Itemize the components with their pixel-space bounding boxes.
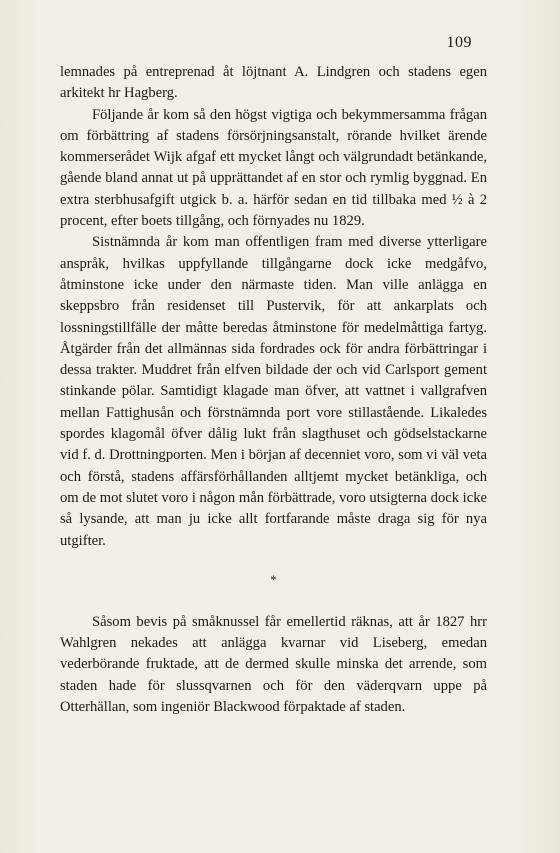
page-number: 109 bbox=[446, 34, 472, 51]
paragraph-smaknussel: Såsom bevis på småknussel får emellertid räknas, att år 1827 hrr Wahlgren nekades att anlägga kvarnar vid Liseberg, emedan vederbörande fruktade, att de dermed skulle minska det arrende, som staden hade för slussqvarnen och för den väderqvarn uppe på Otterhällan, som ingeniör Blackwood förpaktade af staden. bbox=[60, 613, 487, 716]
paragraph-ansprak: Sistnämnda år kom man offentligen fram med diverse ytterligare anspråk, hvilkas uppfyllande tillgångarne dock icke medgåfvo, åtminstone icke under den närmaste tiden. Man ville anlägga en skeppsbro från residenset till Pustervik, för att ankarplats och lossningstillfälle der måtte beredas åtminstone för medelmåttiga fartyg. Åtgärder från det allmännas sida fordrades ock för andra förbättringar i dessa trakter. Muddret från elfven bildade der och vid Carlsport gement stinkande pölar. Samtidigt klagade man öfver, att vattnet i vallgrafven mellan Fattighusån och förstnämnda port vore stillastående. Likaledes spordes klagomål öfver dålig lukt från slagthuset och gödselstackarne vid f. d. Drottningporten. Men i början af decenniet voro, som vi väl veta och förstå, stadens affärsförhållanden alltjemt mycket betänkliga, och om de mot slutet voro i någon mån förbättrade, voro utsigterna dock icke så lysande, att man ju icke allt fortfarande måste draga sig för nya utgifter. bbox=[60, 234, 487, 549]
section-break-asterisk: * bbox=[270, 571, 277, 587]
paragraph-continuation: lemnades på entreprenad åt löjtnant A. Lindgren och stadens egen arkitekt hr Hagberg. bbox=[60, 64, 487, 102]
paragraph-forsorjningsanstalt: Följande år kom så den högst vigtiga och bekymmersamma frågan om förbättring af stadens försörjningsanstalt, rörande hvilket ärende kommerserådet Wijk afgaf ett mycket långt och välgrundadt betänkande, gående bland annat ut på upprättandet af en stor och rymlig byggnad. En extra sterbhusafgift utgick b. a. härför sedan en tid tillbaka med ½ à 2 procent, efter boets tillgång, och förnyades nu 1829. bbox=[60, 106, 487, 230]
body-text bbox=[60, 62, 487, 718]
